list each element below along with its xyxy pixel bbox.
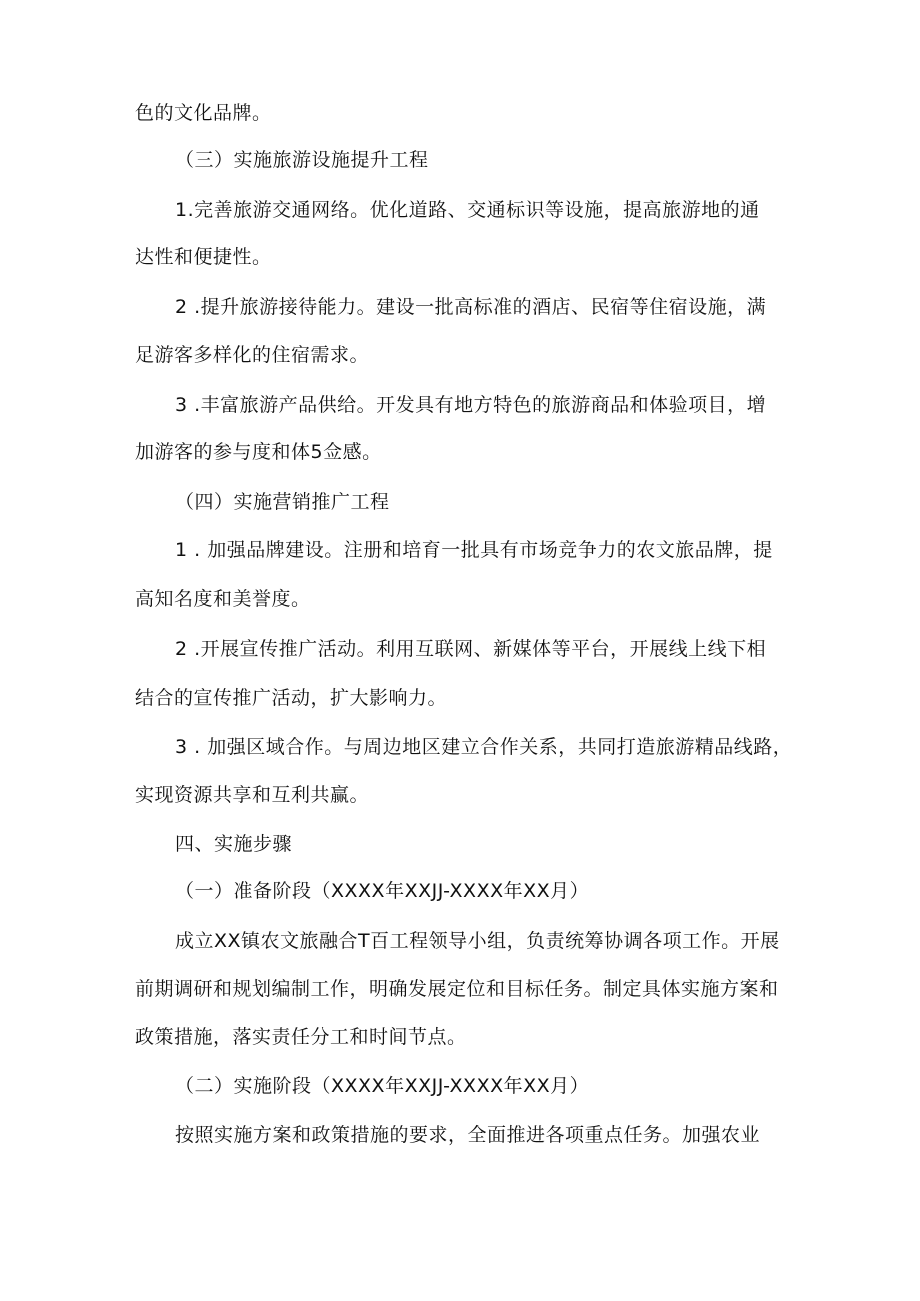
paragraph-line: 色的文化品牌。 <box>135 102 272 124</box>
list-item-line: 3 . 加强区域合作。与周边地区建立合作关系，共同打造旅游精品线路， <box>175 736 793 758</box>
paragraph-line: 前期调研和规划编制工作，明确发展定位和目标任务。制定具体实施方案和 <box>135 978 779 1000</box>
section-heading: （一）准备阶段（XXXX年XXJJ-XXXX年XX月） <box>175 880 590 902</box>
section-heading: （四）实施营销推广工程 <box>175 491 390 513</box>
list-item-line: 1 . 加强品牌建设。注册和培育一批具有市场竞争力的农文旅品牌，提 <box>175 539 773 561</box>
section-heading: （二）实施阶段（XXXX年XXJJ-XXXX年XX月） <box>175 1075 590 1097</box>
paragraph-line: 结合的宣传推广活动，扩大影响力。 <box>135 687 448 709</box>
paragraph-line: 实现资源共享和互利共赢。 <box>135 784 370 806</box>
section-heading: （三）实施旅游设施提升工程 <box>175 149 429 171</box>
list-item-line: 2 .提升旅游接待能力。建设一批高标准的酒店、民宿等住宿设施，满 <box>175 296 767 318</box>
paragraph-line: 成立XX镇农文旅融合T百工程领导小组，负责统筹协调各项工作。开展 <box>175 930 780 952</box>
paragraph-line: 加游客的参与度和体5佥感。 <box>135 441 382 463</box>
list-item-line: 1.完善旅游交通网络。优化道路、交通标识等设施，提高旅游地的通 <box>175 199 760 221</box>
list-item-line: 2 .开展宣传推广活动。利用互联网、新媒体等平台，开展线上线下相 <box>175 638 767 660</box>
paragraph-line: 足游客多样化的住宿需求。 <box>135 344 370 366</box>
list-item-line: 3 .丰富旅游产品供给。开发具有地方特色的旅游商品和体验项目，增 <box>175 394 767 416</box>
paragraph-line: 政策措施，落实责任分工和时间节点。 <box>135 1026 467 1048</box>
paragraph-line: 达性和便捷性。 <box>135 246 272 268</box>
chapter-heading: 四、实施步骤 <box>175 833 293 855</box>
paragraph-line: 高知名度和美誉度。 <box>135 588 311 610</box>
paragraph-line: 按照实施方案和政策措施的要求，全面推进各项重点任务。加强农业 <box>175 1124 761 1146</box>
